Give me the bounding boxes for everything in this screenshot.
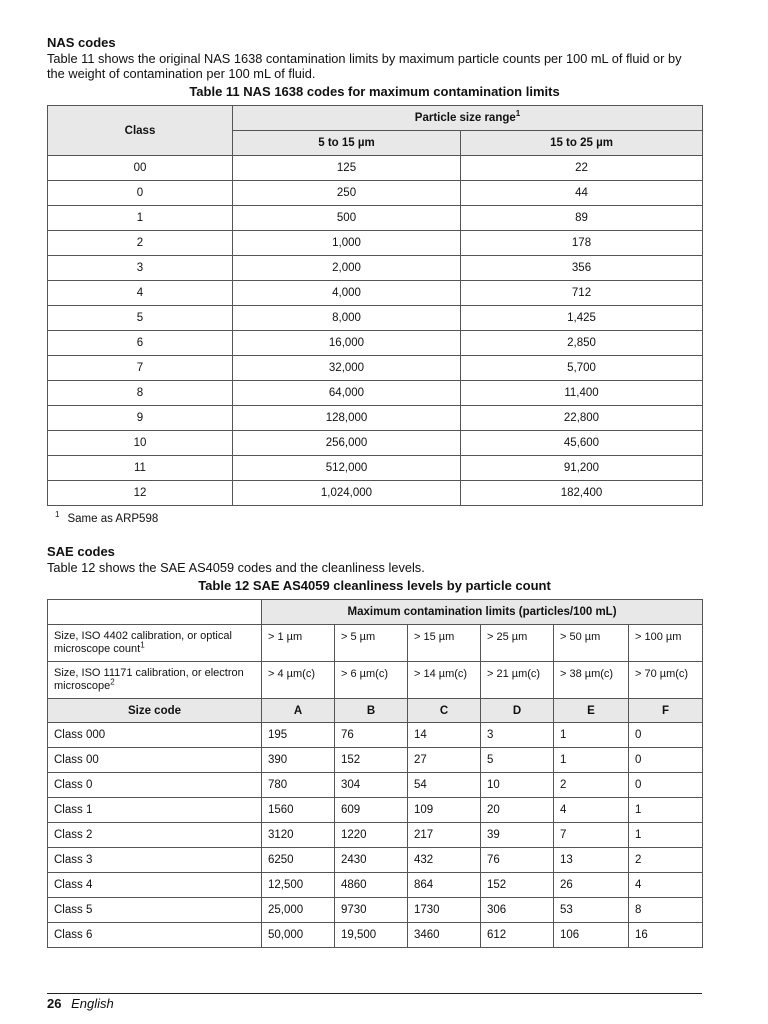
nas-footnote: $^1$ Same as ARP598 bbox=[55, 510, 159, 525]
sae-table-cell: A bbox=[262, 699, 335, 723]
sae-table-cell: 12,500 bbox=[262, 873, 335, 898]
nas-table-cell: 00 bbox=[48, 156, 233, 181]
nas-table-cell: 22,800 bbox=[461, 406, 703, 431]
sae-table-cell: 152 bbox=[481, 873, 554, 898]
nas-table-row bbox=[48, 481, 703, 506]
sae-table-cell: 7 bbox=[554, 823, 629, 848]
nas-table-cell: 4 bbox=[48, 281, 233, 306]
nas-table-cell: 11 bbox=[48, 456, 233, 481]
nas-table-cell: 178 bbox=[461, 231, 703, 256]
nas-table-cell: 125 bbox=[233, 156, 461, 181]
sae-table-cell: B bbox=[335, 699, 408, 723]
nas-table-cell: 2,000 bbox=[233, 256, 461, 281]
nas-table-row bbox=[48, 406, 703, 431]
nas-table-cell: 10 bbox=[48, 431, 233, 456]
sae-table-cell: > 100 µm bbox=[629, 625, 703, 662]
sae-iso4402-row bbox=[48, 625, 703, 662]
sae-iso4402-label: Size, ISO 4402 calibration, or optical microscope count$^1$ bbox=[48, 625, 262, 662]
nas-table-cell: 1,000 bbox=[233, 231, 461, 256]
sae-table-cell: 4860 bbox=[335, 873, 408, 898]
page-footer bbox=[47, 993, 702, 1011]
sae-table-cell: 1560 bbox=[262, 798, 335, 823]
sae-table-cell: 6250 bbox=[262, 848, 335, 873]
sae-table-cell: D bbox=[481, 699, 554, 723]
sae-table-cell: 53 bbox=[554, 898, 629, 923]
sae-table-cell: Class 5 bbox=[48, 898, 262, 923]
nas-table-cell: 9 bbox=[48, 406, 233, 431]
sae-table-cell: 54 bbox=[408, 773, 481, 798]
sae-table-cell: 4 bbox=[554, 798, 629, 823]
nas-table-row bbox=[48, 431, 703, 456]
sae-table-cell: Class 3 bbox=[48, 848, 262, 873]
sae-table-cell: > 21 µm(c) bbox=[481, 662, 554, 699]
nas-table-cell: 356 bbox=[461, 256, 703, 281]
sae-table-row bbox=[48, 823, 703, 848]
sae-table-cell: Class 6 bbox=[48, 923, 262, 948]
footnote-ref: 1 bbox=[515, 109, 521, 119]
sae-table-row bbox=[48, 898, 703, 923]
nas-header-col1: 5 to 15 µm bbox=[233, 131, 461, 156]
sae-iso11171-row bbox=[48, 662, 703, 699]
sae-table-cell: 864 bbox=[408, 873, 481, 898]
sae-table-row bbox=[48, 748, 703, 773]
nas-table-cell: 32,000 bbox=[233, 356, 461, 381]
nas-table-row bbox=[48, 381, 703, 406]
sae-table-cell: 780 bbox=[262, 773, 335, 798]
sae-table-cell: 9730 bbox=[335, 898, 408, 923]
sae-table-cell: 612 bbox=[481, 923, 554, 948]
sae-table-row bbox=[48, 798, 703, 823]
sae-table-cell: C bbox=[408, 699, 481, 723]
sae-table-cell: F bbox=[629, 699, 703, 723]
nas-table-cell: 5,700 bbox=[461, 356, 703, 381]
sae-table-cell: 106 bbox=[554, 923, 629, 948]
nas-table-cell: 16,000 bbox=[233, 331, 461, 356]
sae-table-cell: 16 bbox=[629, 923, 703, 948]
nas-table-row bbox=[48, 156, 703, 181]
nas-header-col2: 15 to 25 µm bbox=[461, 131, 703, 156]
sae-table-row bbox=[48, 848, 703, 873]
sae-heading: SAE codes bbox=[47, 544, 115, 559]
sae-table-cell: 76 bbox=[481, 848, 554, 873]
nas-intro: Table 11 shows the original NAS 1638 contamination limits by maximum particle counts per 100 mL of fluid or by the weight of contamination per 100 mL of fluid. bbox=[47, 51, 682, 81]
sae-size-code-label: Size code bbox=[48, 699, 262, 723]
sae-table-cell: 4 bbox=[629, 873, 703, 898]
sae-table-cell: 1220 bbox=[335, 823, 408, 848]
sae-table-cell: 195 bbox=[262, 723, 335, 748]
nas-table-cell: 128,000 bbox=[233, 406, 461, 431]
nas-heading: NAS codes bbox=[47, 35, 116, 50]
nas-table-row bbox=[48, 206, 703, 231]
sae-table-row bbox=[48, 773, 703, 798]
sae-table-cell: 0 bbox=[629, 748, 703, 773]
footer-language: English bbox=[71, 996, 114, 1011]
nas-table-body bbox=[48, 156, 703, 506]
sae-table-cell: 3460 bbox=[408, 923, 481, 948]
nas-table-cell: 6 bbox=[48, 331, 233, 356]
nas-table-cell: 2,850 bbox=[461, 331, 703, 356]
nas-table-row bbox=[48, 256, 703, 281]
sae-table-cell: 2430 bbox=[335, 848, 408, 873]
sae-table-cell: 304 bbox=[335, 773, 408, 798]
sae-table-cell: > 1 µm bbox=[262, 625, 335, 662]
nas-table-cell: 0 bbox=[48, 181, 233, 206]
sae-iso11171-label: Size, ISO 11171 calibration, or electron microscope$^2$ bbox=[48, 662, 262, 699]
sae-table-cell: 2 bbox=[629, 848, 703, 873]
nas-table-row bbox=[48, 331, 703, 356]
nas-table-cell: 512,000 bbox=[233, 456, 461, 481]
nas-table-cell: 22 bbox=[461, 156, 703, 181]
nas-table-cell: 4,000 bbox=[233, 281, 461, 306]
sae-table-cell: E bbox=[554, 699, 629, 723]
sae-table-cell: 217 bbox=[408, 823, 481, 848]
sae-table-cell: 109 bbox=[408, 798, 481, 823]
sae-table-cell: Class 0 bbox=[48, 773, 262, 798]
sae-table-cell: 306 bbox=[481, 898, 554, 923]
nas-table-cell: 1,425 bbox=[461, 306, 703, 331]
sae-table bbox=[47, 599, 703, 948]
nas-table-caption: Table 11 NAS 1638 codes for maximum contamination limits bbox=[189, 84, 560, 99]
sae-table-cell: > 6 µm(c) bbox=[335, 662, 408, 699]
sae-table-cell: 0 bbox=[629, 723, 703, 748]
nas-table bbox=[47, 105, 703, 506]
nas-table-cell: 45,600 bbox=[461, 431, 703, 456]
nas-table-cell: 712 bbox=[461, 281, 703, 306]
sae-table-cell: > 4 µm(c) bbox=[262, 662, 335, 699]
nas-table-cell: 500 bbox=[233, 206, 461, 231]
sae-table-cell: 27 bbox=[408, 748, 481, 773]
sae-table-cell: Class 00 bbox=[48, 748, 262, 773]
sae-table-cell: > 70 µm(c) bbox=[629, 662, 703, 699]
nas-table-row bbox=[48, 456, 703, 481]
sae-table-cell: 2 bbox=[554, 773, 629, 798]
document-page bbox=[47, 35, 702, 948]
nas-table-cell: 11,400 bbox=[461, 381, 703, 406]
sae-table-cell: 39 bbox=[481, 823, 554, 848]
sae-table-cell: 1 bbox=[629, 798, 703, 823]
sae-table-cell: Class 2 bbox=[48, 823, 262, 848]
sae-table-cell: 8 bbox=[629, 898, 703, 923]
sae-table-cell: 1730 bbox=[408, 898, 481, 923]
nas-table-cell: 256,000 bbox=[233, 431, 461, 456]
sae-table-cell: 25,000 bbox=[262, 898, 335, 923]
sae-table-cell: 19,500 bbox=[335, 923, 408, 948]
sae-table-caption: Table 12 SAE AS4059 cleanliness levels by particle count bbox=[198, 578, 551, 593]
nas-table-cell: 64,000 bbox=[233, 381, 461, 406]
sae-table-cell: 76 bbox=[335, 723, 408, 748]
sae-table-cell: 1 bbox=[554, 723, 629, 748]
nas-table-cell: 91,200 bbox=[461, 456, 703, 481]
sae-limits-header: Maximum contamination limits (particles/100 mL) bbox=[262, 600, 703, 625]
sae-table-cell: 152 bbox=[335, 748, 408, 773]
sae-table-cell: 14 bbox=[408, 723, 481, 748]
sae-table-row bbox=[48, 723, 703, 748]
nas-table-row bbox=[48, 356, 703, 381]
sae-table-cell: 20 bbox=[481, 798, 554, 823]
nas-table-cell: 44 bbox=[461, 181, 703, 206]
nas-table-cell: 1,024,000 bbox=[233, 481, 461, 506]
page-number: 26 bbox=[47, 996, 62, 1011]
nas-table-cell: 250 bbox=[233, 181, 461, 206]
nas-table-row bbox=[48, 231, 703, 256]
sae-table-cell: > 38 µm(c) bbox=[554, 662, 629, 699]
sae-table-cell: > 15 µm bbox=[408, 625, 481, 662]
sae-table-cell: 50,000 bbox=[262, 923, 335, 948]
nas-table-cell: 1 bbox=[48, 206, 233, 231]
sae-table-cell: > 14 µm(c) bbox=[408, 662, 481, 699]
nas-table-cell: 182,400 bbox=[461, 481, 703, 506]
sae-table-cell: 0 bbox=[629, 773, 703, 798]
sae-table-cell: 1 bbox=[629, 823, 703, 848]
nas-table-cell: 8,000 bbox=[233, 306, 461, 331]
sae-table-cell: 432 bbox=[408, 848, 481, 873]
sae-intro: Table 12 shows the SAE AS4059 codes and the cleanliness levels. bbox=[47, 560, 425, 575]
sae-table-cell: 10 bbox=[481, 773, 554, 798]
sae-table-cell: Class 000 bbox=[48, 723, 262, 748]
sae-table-cell: 3120 bbox=[262, 823, 335, 848]
nas-header-class: Class bbox=[48, 106, 233, 156]
sae-table-cell: > 5 µm bbox=[335, 625, 408, 662]
nas-table-row bbox=[48, 181, 703, 206]
sae-table-cell: 3 bbox=[481, 723, 554, 748]
nas-table-cell: 5 bbox=[48, 306, 233, 331]
sae-table-row bbox=[48, 923, 703, 948]
sae-table-cell: 609 bbox=[335, 798, 408, 823]
sae-table-cell: > 50 µm bbox=[554, 625, 629, 662]
sae-table-cell: 13 bbox=[554, 848, 629, 873]
nas-table-cell: 8 bbox=[48, 381, 233, 406]
nas-table-cell: 12 bbox=[48, 481, 233, 506]
sae-table-body bbox=[48, 600, 703, 948]
nas-table-row bbox=[48, 281, 703, 306]
sae-table-row bbox=[48, 873, 703, 898]
sae-table-cell: 26 bbox=[554, 873, 629, 898]
sae-table-cell: 1 bbox=[554, 748, 629, 773]
sae-table-cell: > 25 µm bbox=[481, 625, 554, 662]
nas-header-range: Particle size range$^1$ bbox=[233, 106, 703, 131]
nas-table-cell: 7 bbox=[48, 356, 233, 381]
sae-table-cell: 390 bbox=[262, 748, 335, 773]
nas-table-cell: 3 bbox=[48, 256, 233, 281]
sae-table-cell: Class 1 bbox=[48, 798, 262, 823]
nas-table-cell: 89 bbox=[461, 206, 703, 231]
sae-table-cell: Class 4 bbox=[48, 873, 262, 898]
sae-size-code-row bbox=[48, 699, 703, 723]
nas-table-cell: 2 bbox=[48, 231, 233, 256]
sae-table-cell: 5 bbox=[481, 748, 554, 773]
nas-table-row bbox=[48, 306, 703, 331]
